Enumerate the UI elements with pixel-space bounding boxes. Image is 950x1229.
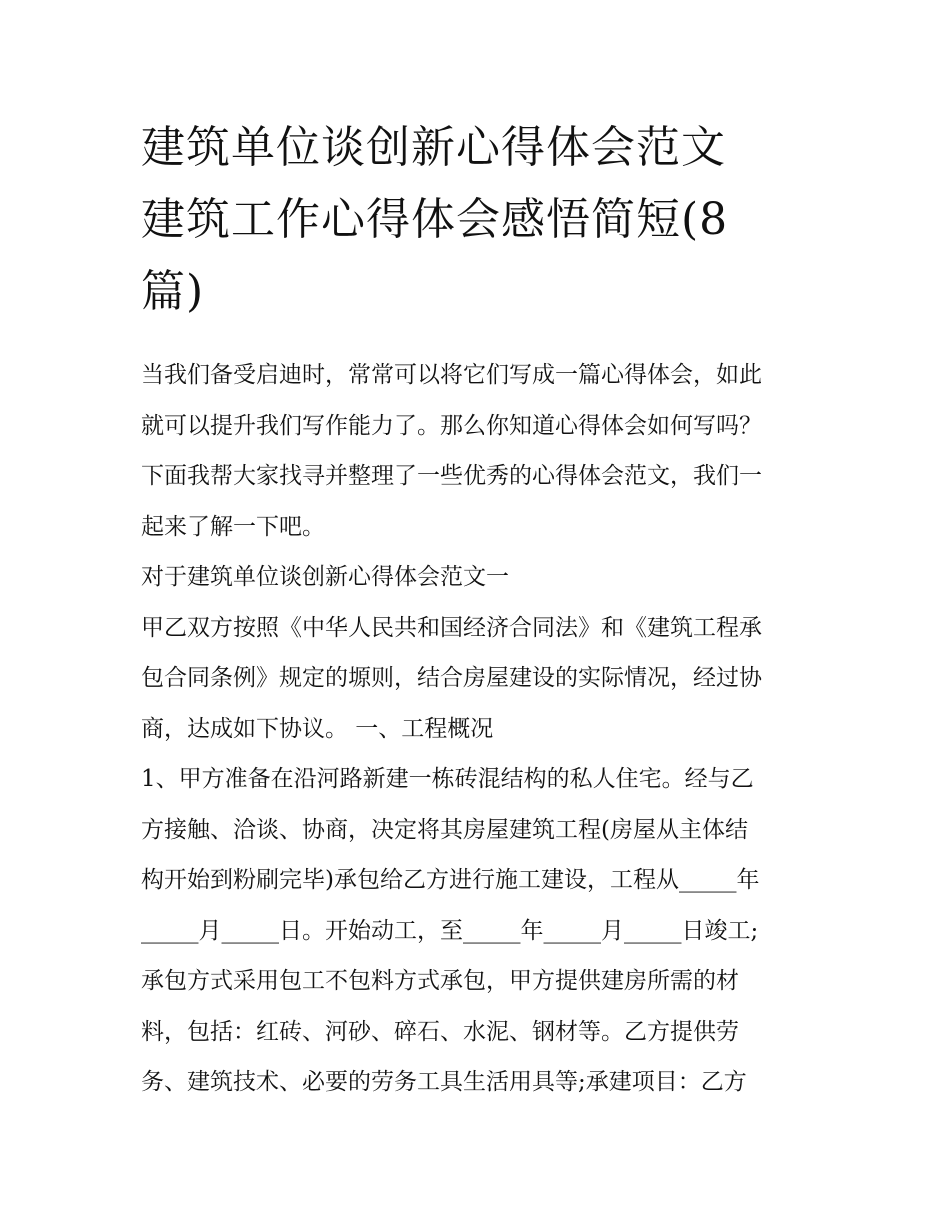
document-title <box>141 112 821 328</box>
section-heading: 对于建筑单位谈创新心得体会范文一 <box>141 564 509 590</box>
title-line-3: 篇) <box>141 266 205 317</box>
paragraph-line-3: 商，达成如下协议。 一、工程概况 <box>141 715 494 742</box>
clause-line-5: 承包方式采用包工不包料方式承包，甲方提供建房所需的材 <box>141 968 739 994</box>
intro-line-3: 下面我帮大家找寻并整理了一些优秀的心得体会范文，我们一 <box>141 463 762 489</box>
clause-line-1: 1、甲方准备在沿河路新建一栋砖混结构的私人住宅。经与乙 <box>141 766 754 792</box>
clause-line-2: 方接触、洽谈、协商，决定将其房屋建筑工程(房屋从主体结 <box>141 816 748 843</box>
clause-line-7: 务、建筑技术、必要的劳务工具生活用具等;承建项目：乙方 <box>141 1069 747 1095</box>
paragraph-line-1: 甲乙双方按照《中华人民共和国经济合同法》和《建筑工程承 <box>141 614 762 641</box>
clause-line-3: 构开始到粉刷完毕)承包给乙方进行施工建设，工程从_____年 <box>141 867 760 893</box>
intro-line-4: 起来了解一下吧。 <box>141 513 325 540</box>
intro-line-2: 就可以提升我们写作能力了。那么你知道心得体会如何写吗？ <box>141 412 762 439</box>
paragraph-line-2: 包合同条例》规定的塬则，结合房屋建设的实际情况，经过协 <box>141 665 762 691</box>
clause-line-6: 料，包括：红砖、河砂、碎石、水泥、钢材等。乙方提供劳 <box>141 1018 739 1045</box>
document-body <box>141 350 821 1108</box>
clause-line-4: _____月_____日。开始动工，至_____年_____月_____日竣工; <box>141 917 759 944</box>
title-line-1: 建筑单位谈创新心得体会范文 <box>141 122 726 173</box>
intro-line-1: 当我们备受启迪时，常常可以将它们写成一篇心得体会，如此 <box>141 362 762 388</box>
document-page <box>141 112 821 1108</box>
title-line-2: 建筑工作心得体会感悟简短(8 <box>141 194 729 245</box>
